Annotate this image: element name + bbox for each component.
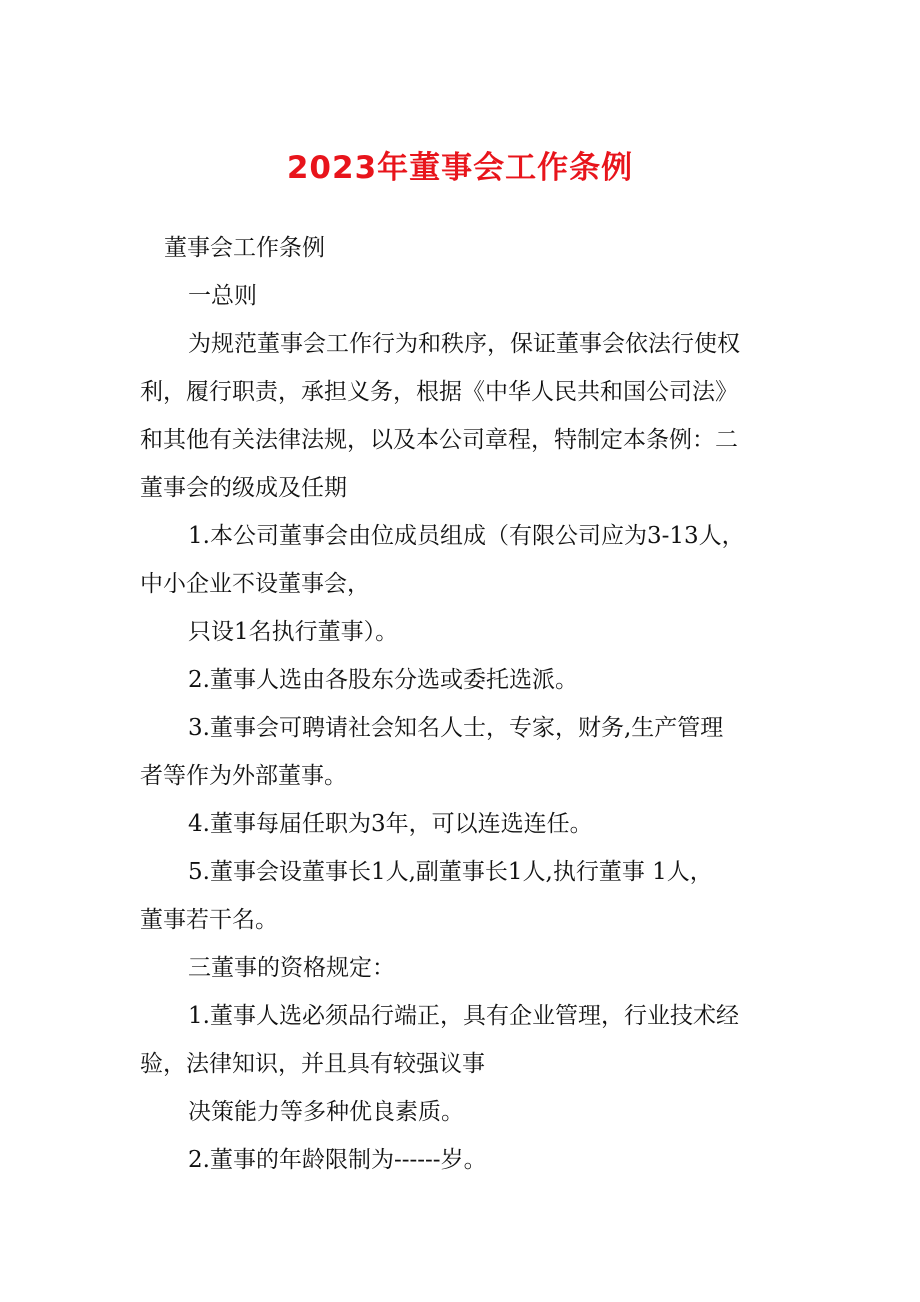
document-body (140, 224, 790, 1184)
list-item-continuation: 董事若干名。 (140, 907, 278, 933)
list-item: 1.董事人选必须品行端正，具有企业管理，行业技术经 (188, 1003, 739, 1029)
chapter-heading: 三董事的资格规定： (188, 955, 395, 981)
list-item-continuation: 者等作为外部董事。 (140, 763, 347, 789)
list-item: 2.董事人选由各股东分选或委托选派。 (188, 667, 578, 693)
chapter-heading: 一总则 (188, 283, 257, 309)
list-item-continuation: 决策能力等多种优良素质。 (188, 1099, 464, 1125)
paragraph-line: 董事会的级成及任期 (140, 475, 347, 501)
paragraph-line: 为规范董事会工作行为和秩序，保证董事会依法行使权 (188, 331, 740, 357)
list-item-continuation: 只设1名执行董事）。 (188, 619, 399, 645)
section-heading: 董事会工作条例 (164, 235, 325, 261)
paragraph-line: 利，履行职责，承担义务，根据《中华人民共和国公司法》 (140, 379, 738, 405)
list-item: 3.董事会可聘请社会知名人士，专家，财务,生产管理 (188, 715, 724, 741)
document-title: 2023年董事会工作条例 (286, 150, 634, 186)
paragraph-line: 和其他有关法律法规，以及本公司章程，特制定本条例：二 (140, 427, 738, 453)
list-item: 4.董事每届任职为3年，可以连选连任。 (188, 811, 593, 837)
list-item: 2.董事的年龄限制为------岁。 (188, 1147, 487, 1173)
list-item-continuation: 验，法律知识，并且具有较强议事 (140, 1051, 485, 1077)
list-item: 5.董事会设董事长1人,副董事长1人,执行董事 1人， (188, 859, 713, 885)
list-item-continuation: 中小企业不设董事会， (140, 571, 370, 597)
list-item: 1.本公司董事会由位成员组成（有限公司应为3-13人， (188, 523, 745, 549)
